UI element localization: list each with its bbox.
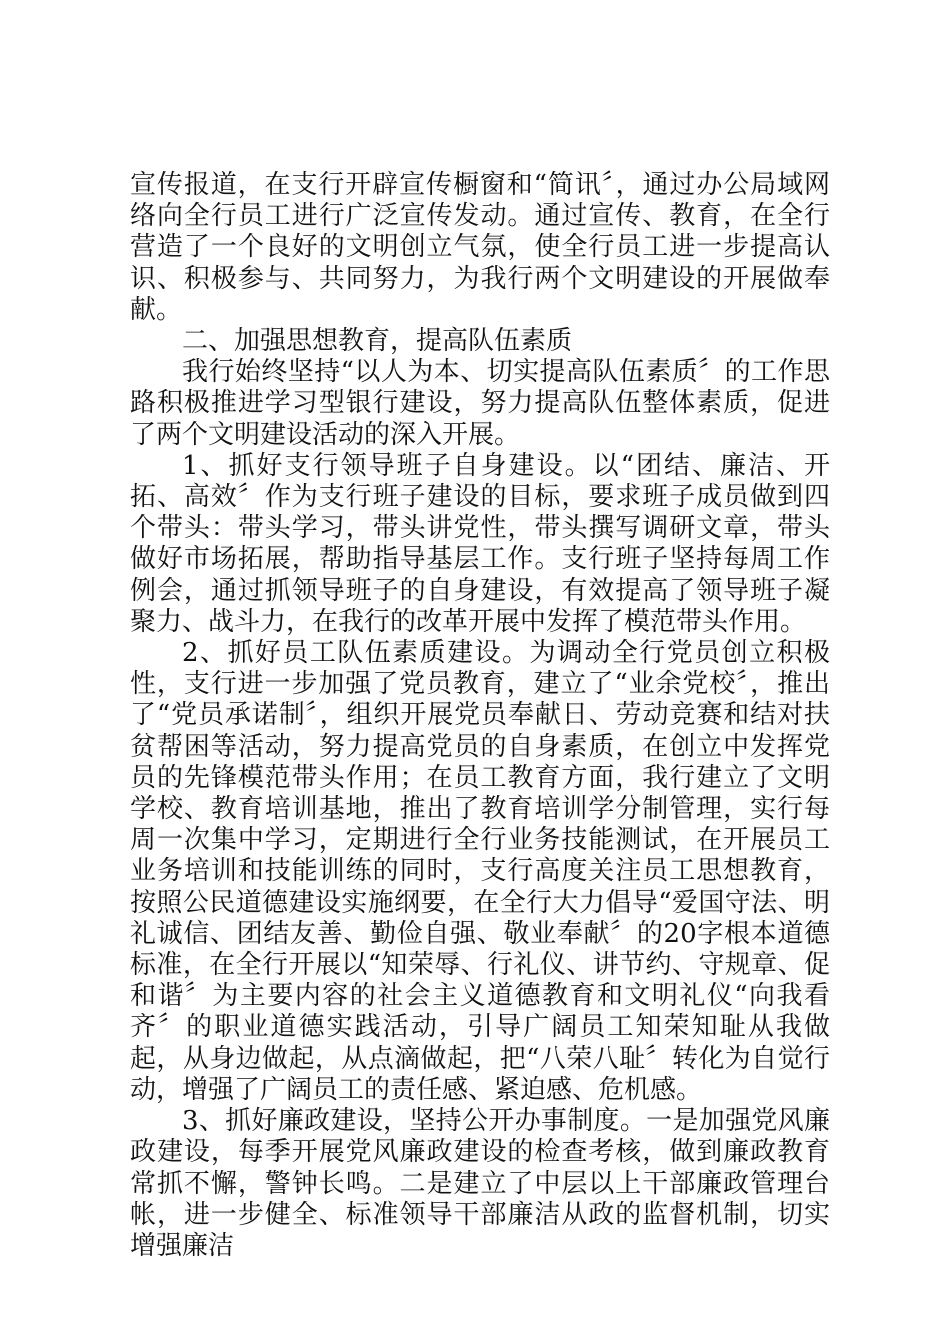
paragraph-item-integrity: 3、抓好廉政建设，坚持公开办事制度。一是加强党风廉政建设，每季开展党风廉政建设的检查考核，做到廉政教育常抓不懈，警钟长鸣。二是建立了中层以上干部廉政管理台帐，进一步健全、标准领导干部廉洁从政的监督机制，切实增强廉洁 [130,1106,830,1261]
paragraph-item-leadership: 1、抓好支行领导班子自身建设。以“团结、廉洁、开拓、高效〞作为支行班子建设的目标，要求班子成员做到四个带头：带头学习，带头讲党性，带头撰写调研文章，带头做好市场拓展，帮助指导基层工作。支行班子坚持每周工作例会，通过抓领导班子的自身建设，有效提高了领导班子凝聚力、战斗力，在我行的改革开展中发挥了模范带头作用。 [130,450,830,637]
section-heading-thought-education: 二、加强思想教育，提高队伍素质 [182,326,573,357]
paragraph-item-staff-quality: 2、抓好员工队伍素质建设。为调动全行党员创立积极性，支行进一步加强了党员教育，建立了“业余党校〞，推出了“党员承诺制〞，组织开展党员奉献日、劳动竞赛和结对扶贫帮困等活动，努力提高党员的自身素质，在创立中发挥党员的先锋模范带头作用；在员工教育方面，我行建立了文明学校、教育培训基地，推出了教育培训学分制管理，实行每周一次集中学习，定期进行全行业务技能测试，在开展员工业务培训和技能训练的同时，支行高度关注员工思想教育，按照公民道德建设实施纲要，在全行大力倡导“爱国守法、明礼诚信、团结友善、勤俭自强、敬业奉献〞的20字根本道德标准，在全行开展以“知荣辱、行礼仪、讲节约、守规章、促和谐〞为主要内容的社会主义道德教育和文明礼仪“向我看齐〞的职业道德实践活动，引导广阔员工知荣知耻从我做起，从身边做起，从点滴做起，把“八荣八耻〞转化为自觉行动，增强了广阔员工的责任感、紧迫感、危机感。 [130,638,830,1105]
paragraph-intro-quality: 我行始终坚持“以人为本、切实提高队伍素质〞的工作思路积极推进学习型银行建设，努力提高队伍整体素质，促进了两个文明建设活动的深入开展。 [130,357,830,450]
document-page [130,170,830,1262]
paragraph-continued-publicity: 宣传报道，在支行开辟宣传橱窗和“简讯〞，通过办公局域网络向全行员工进行广泛宣传发动。通过宣传、教育，在全行营造了一个良好的文明创立气氛，使全行员工进一步提高认识、积极参与、共同努力，为我行两个文明建设的开展做奉献。 [130,170,830,325]
